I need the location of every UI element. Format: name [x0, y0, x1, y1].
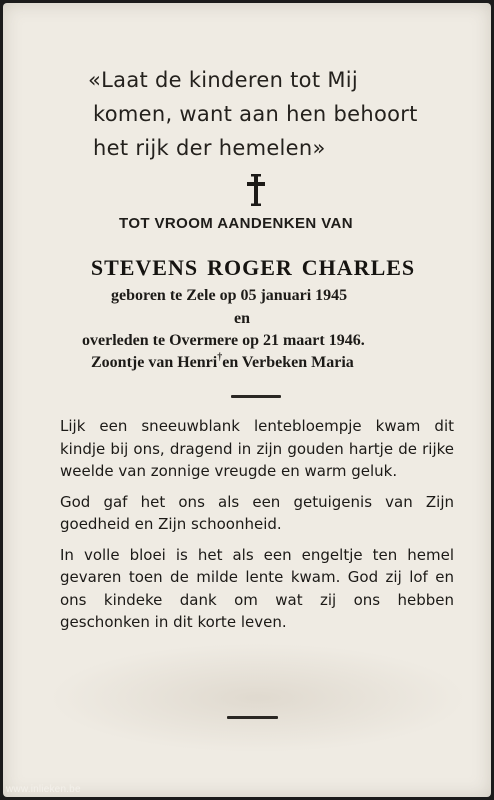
quote-line-1: «Laat de kinderen tot Mij	[88, 68, 359, 92]
parents-prefix: Zoontje van Henri	[91, 354, 218, 371]
given-name: ROGER	[207, 255, 293, 280]
middle-name: CHARLES	[301, 255, 416, 280]
quote-line-3: het rijk der hemelen»	[93, 136, 326, 160]
parents-line	[91, 352, 354, 372]
memorial-text	[60, 415, 454, 642]
surname: STEVENS	[90, 255, 199, 280]
scripture-quote	[88, 63, 448, 165]
parents-suffix: en Verbeken Maria	[222, 354, 354, 371]
quote-line-2: komen, want aan hen behoort	[93, 102, 418, 126]
deceased-name	[3, 255, 491, 281]
conjunction: en	[234, 310, 250, 327]
memorial-card	[3, 3, 491, 797]
divider	[231, 395, 281, 398]
deceased-mark-icon: †	[217, 352, 223, 363]
paper-stain	[48, 643, 468, 753]
cross-icon	[245, 173, 267, 207]
death-line: overleden te Overmere op 21 maart 1946.	[82, 332, 365, 349]
memorial-heading: TOT VROOM AANDENKEN VAN	[119, 215, 353, 232]
birth-line: geboren te Zele op 05 januari 1945	[111, 287, 348, 304]
paragraph-2: God gaf het ons als een getuigenis van Zijn goedheid en Zijn schoonheid.	[60, 492, 454, 533]
paragraph-3: In volle bloei is het als een engeltje ten hemel gevaren toen de milde lente kwam. God zij lof en ons kindeke dank om wat zij ons hebben geschonken in dit korte leven.	[60, 545, 454, 631]
paragraph-1: Lijk een sneeuwblank lentebloempje kwam dit kindje bij ons, dragend in zijn gouden hartje de rijke weelde van zonnige vreugde en warm geluk.	[60, 417, 454, 480]
divider-bottom	[227, 716, 278, 719]
watermark-url: www.inlieken.be	[6, 784, 81, 795]
